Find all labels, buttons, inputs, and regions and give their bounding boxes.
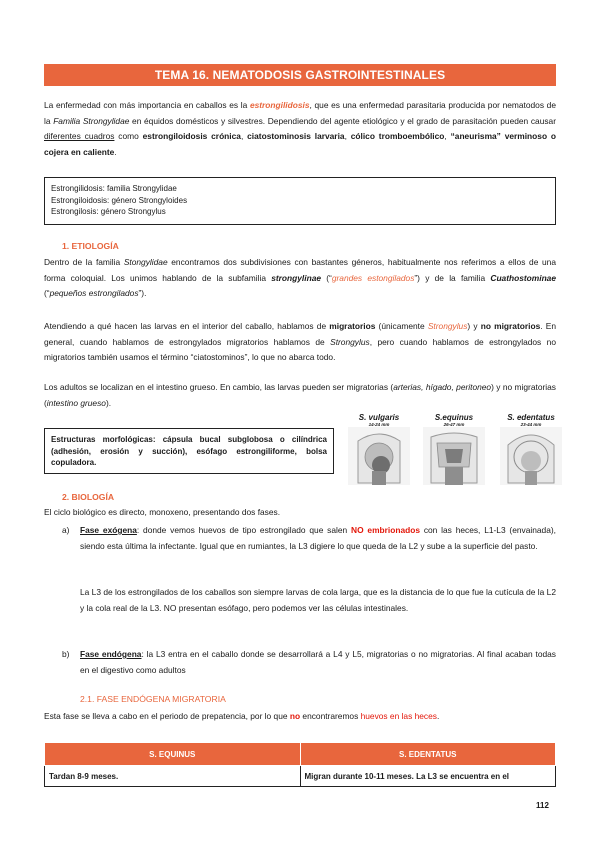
intro-paragraph: La enfermedad con más importancia en caballos es la estrongilidosis, que es una enfermedad parasitaria producida por nematodos de la Familia Strongylidae en équidos domésticos y silvestres. Dependiendo del agente etiológico y el grado de parasitación pueden causar diferentes cuadros como estrongiloidosis crónica, ciatostominosis larvaria, cólico tromboembólico, “aneurisma” verminoso o cojera en caliente.	[44, 100, 557, 157]
etiologia-paragraph-2: Atendiendo a qué hacen las larvas en el interior del caballo, hablamos de migratorios (únicamente Strongylus) y no migratorios. En general, cuando hablamos de estrongylados migratorios hablamos de Strongylus, pero cuando hablamos de estrongylados no migratorios también usamos el término “ciatostominos”, lo que no abarca todo.	[44, 321, 556, 362]
table-cell: Migran durante 10-11 meses. La L3 se encuentra en el	[300, 766, 556, 787]
fase-exogena-paragraph-2: La L3 de los estrongilados de los caballos son siempre larvas de cola larga, que es la distancia de lo que fue la cutícula de la L2 y la cola real de la L3. NO presentan esófago, pero podemos ver las células intestinales.	[80, 587, 556, 613]
worm-figure	[343, 413, 415, 490]
list-marker: a)	[62, 525, 70, 535]
worm-name: S. vulgaris	[358, 413, 400, 422]
morphology-box: Estructuras morfológicas: cápsula bucal subglobosa o cilíndrica (adhesión, erosión y succión), esófago estrongiliforme, bolsa copuladora.	[44, 428, 334, 474]
worm-capsule-illustration	[500, 427, 562, 485]
section-etiologia-heading: 1. ETIOLOGÍA	[62, 241, 119, 251]
etiologia-paragraph-1: Dentro de la familia Stongylidae encontramos dos subdivisiones con bastantes géneros, habitualmente nos referimos a ellos de una forma coloquial. Los unimos hablando de la subfamilia strongylinae (“grandes estongilados”) y de la familia Cuathostominae (“pequeños estrongilados”).	[44, 257, 557, 298]
fase-exogena-paragraph: Fase exógena: donde vemos huevos de tipo estrongilado que salen NO embrionados con las heces, L1-L3 (envainada), siendo esta última la infectante. Igual que en rumiantes, la L3 digiere lo que queda de la L2 y sube a la superficie del pasto.	[80, 525, 556, 551]
worm-figure	[418, 413, 490, 490]
table-row	[45, 766, 556, 787]
page-number: 112	[536, 801, 549, 810]
table-header-equinus: S. EQUINUS	[45, 743, 301, 766]
worm-capsule-illustration	[348, 427, 410, 485]
definition-line: Estrongilidosis: familia Strongylidae	[51, 184, 177, 193]
biologia-intro: El ciclo biológico es directo, monoxeno, presentando dos fases.	[44, 507, 281, 517]
table-cell: Tardan 8-9 meses.	[45, 766, 301, 787]
worm-name: S.equinus	[434, 413, 474, 422]
worm-size: 14-24 mm	[368, 422, 390, 427]
worm-capsule-illustration	[423, 427, 485, 485]
definitions-box	[44, 177, 556, 225]
list-marker: b)	[62, 649, 70, 659]
worm-size: 23-44 mm	[520, 422, 542, 427]
fase-migratoria-paragraph: Esta fase se lleva a cabo en el periodo de prepatencia, por lo que no encontraremos huevos en las heces.	[44, 711, 440, 721]
definition-line: Estrongilosis: género Strongylus	[51, 207, 166, 216]
worm-size: 26-47 mm	[443, 422, 465, 427]
table-header-row	[45, 743, 556, 766]
section-fase-migratoria-heading: 2.1. FASE ENDÓGENA MIGRATORIA	[80, 694, 226, 704]
etiologia-paragraph-3: Los adultos se localizan en el intestino grueso. En cambio, las larvas pueden ser migratorias (arterias, hígado, peritoneo) y no migratorias (intestino grueso).	[44, 382, 556, 408]
worm-name: S. edentatus	[507, 413, 555, 422]
fase-endogena-paragraph: Fase endógena: la L3 entra en el caballo donde se desarrollará a L4 y L5, migratorias o no migratorias. Al final acaban todas en el digestivo como adultos	[80, 649, 556, 675]
comparison-table	[44, 742, 556, 787]
page-title: TEMA 16. NEMATODOSIS GASTROINTESTINALES	[44, 64, 556, 86]
table-header-edentatus: S. EDENTATUS	[300, 743, 556, 766]
worm-figure	[495, 413, 567, 490]
definition-line: Estrongiloidosis: género Strongyloides	[51, 195, 188, 205]
section-biologia-heading: 2. BIOLOGÍA	[62, 492, 115, 502]
